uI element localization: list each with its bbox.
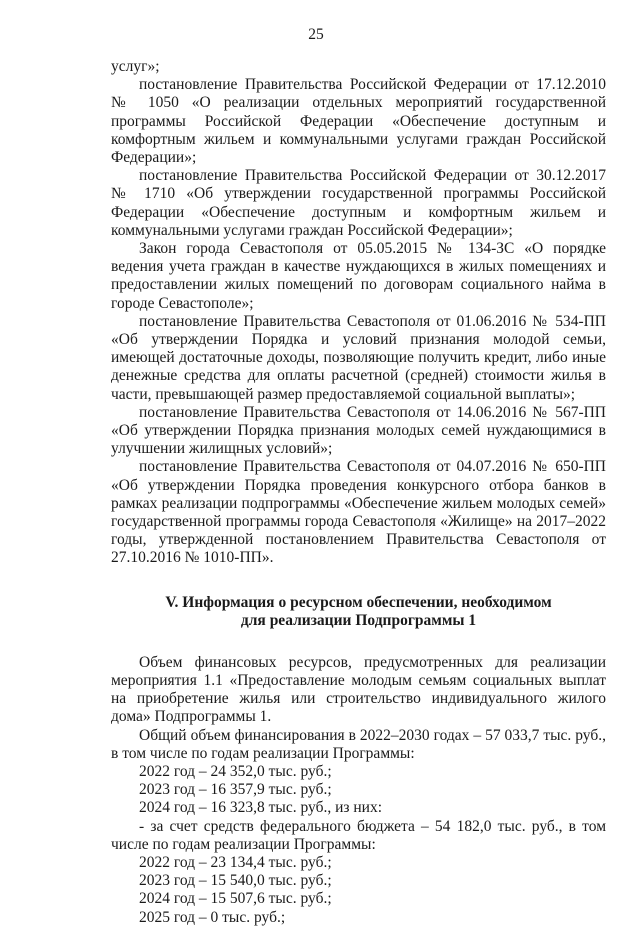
paragraph-services-end: услуг»; [111,58,160,75]
federal-year-2023: 2023 год – 15 540,0 тыс. руб.; [139,872,332,890]
paragraph-federal-budget: - за счет средств федерального бюджета – 54 182,0 тыс. руб., в том числе по годам реализации Программы: [111,817,606,853]
total-year-2022: 2022 год – 24 352,0 тыс. руб.; [139,762,332,780]
document-body [111,58,606,927]
section-heading-line-1: V. Информация о ресурсном обеспечении, необходимом [165,593,552,611]
paragraph-financial-resources: Объем финансовых ресурсов, предусмотренных для реализации мероприятия 1.1 «Предоставление молодым семьям социальных выплат на приобретение жилья или строительство индивидуального жилого дома» Подпрограммы 1. [111,653,606,726]
paragraph-decree-650: постановление Правительства Севастополя от 04.07.2016 № 650-ПП «Об утверждении Порядка проведения конкурсного отбора банков в рамках реализации подпрограммы «Обеспечение жильем молодых семей» государственной программы города Севастополя «Жилище» на 2017–2022 годы, утвержденной постановлением Правительства Севастополя от 27.10.2016 № 1010-ПП». [111,458,606,567]
federal-year-2025: 2025 год – 0 тыс. руб.; [139,908,286,926]
paragraph-total-financing: Общий объем финансирования в 2022–2030 годах – 57 033,7 тыс. руб., в том числе по годам реализации Программы: [111,726,606,762]
total-year-2023: 2023 год – 16 357,9 тыс. руб.; [139,781,332,799]
page-number: 25 [308,26,324,43]
paragraph-decree-1710: постановление Правительства Российской Федерации от 30.12.2017 № 1710 «Об утверждении государственной программы Российской Федерации «Обеспечение доступным и комфортным жильем и коммунальными услугами граждан Российской Федерации»; [111,167,606,239]
paragraph-decree-567: постановление Правительства Севастополя от 14.06.2016 № 567-ПП «Об утверждении Порядка признания молодых семей нуждающимися в улучшении жилищных условий»; [111,403,606,458]
paragraph-decree-534: постановление Правительства Севастополя от 01.06.2016 № 534-ПП «Об утверждении Порядка и условий признания молодой семьи, имеющей достаточные доходы, позволяющие получить кредит, либо иные денежные средства для оплаты расчетной (средней) стоимости жилья в части, превышающей размер предоставляемой социальной выплаты»; [111,312,606,403]
total-year-2024: 2024 год – 16 323,8 тыс. руб., из них: [139,799,383,817]
paragraph-law-134: Закон города Севастополя от 05.05.2015 № 134-ЗС «О порядке ведения учета граждан в качестве нуждающихся в жилых помещениях и предоставлении жилых помещений по договорам социального найма в городе Севастополе»; [111,240,606,312]
paragraph-decree-1050: постановление Правительства Российской Федерации от 17.12.2010 № 1050 «О реализации отдельных мероприятий государственной программы Российской Федерации «Обеспечение доступным и комфортным жильем и коммунальными услугами граждан Российской Федерации»; [111,76,606,167]
section-heading-line-2: для реализации Подпрограммы 1 [240,612,477,630]
federal-year-2022: 2022 год – 23 134,4 тыс. руб.; [139,853,332,871]
section-heading [111,594,606,631]
federal-year-2024: 2024 год – 15 507,6 тыс. руб.; [139,890,332,908]
